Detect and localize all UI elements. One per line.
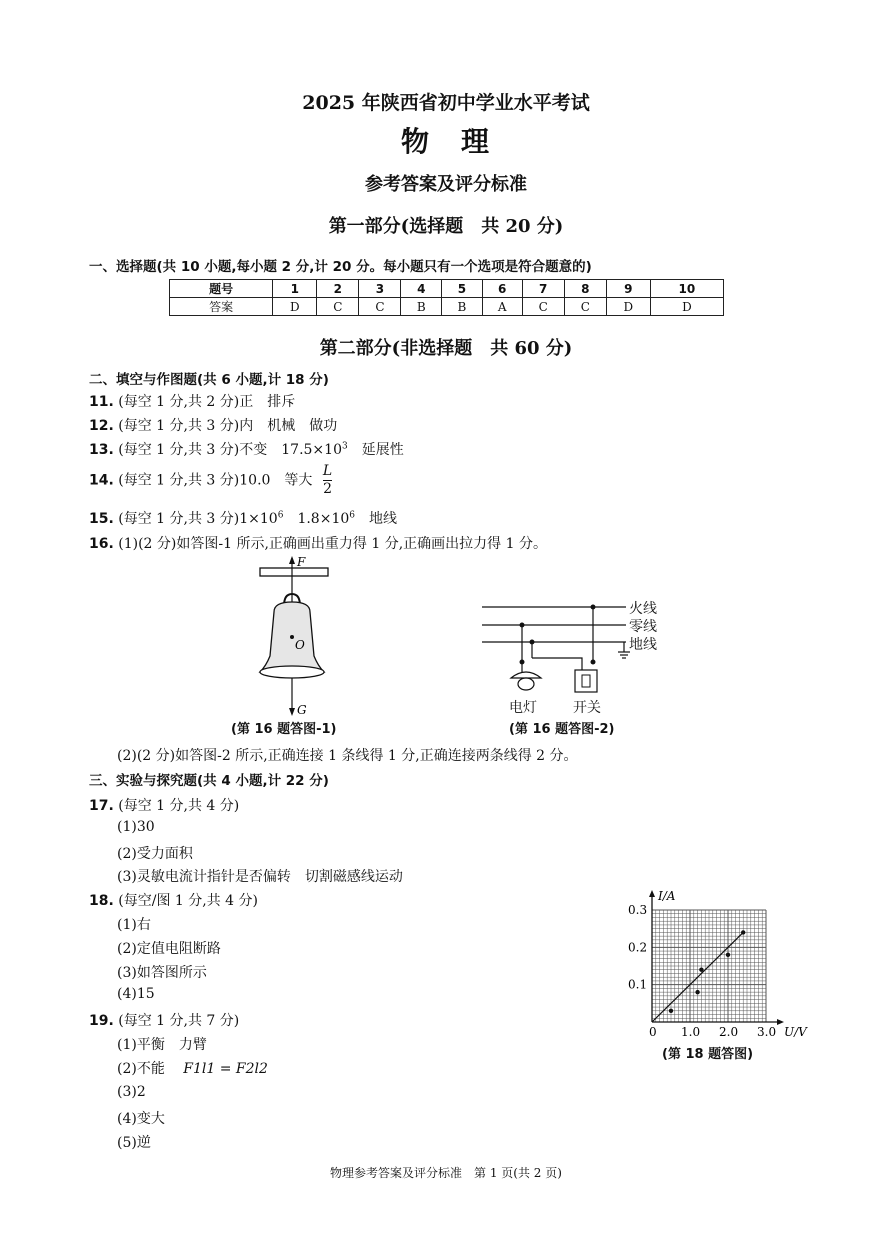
- chart-caption: (第 18 题答图): [662, 1047, 754, 1062]
- table-cell: 3: [359, 280, 401, 298]
- junction: [520, 660, 525, 665]
- y-tick-label: 0.1: [628, 977, 648, 992]
- data-point: [699, 968, 703, 972]
- table-cell: 4: [401, 280, 442, 298]
- data-point: [741, 930, 745, 934]
- answer-18-item: (3)如答图所示: [117, 965, 207, 981]
- answer-18-item: (2)定值电阻断路: [117, 941, 221, 957]
- question-number: 14.: [89, 472, 114, 489]
- question-number: 15.: [89, 511, 114, 527]
- force-g-arrow: [289, 708, 295, 716]
- question-number: 19.: [89, 1013, 114, 1029]
- center-point: [290, 635, 294, 639]
- table-cell: 9: [606, 280, 650, 298]
- table-cell: D: [650, 298, 723, 316]
- answer-16-part1: [89, 533, 547, 553]
- label-neutral: 零线: [629, 619, 657, 635]
- section2-title: 二、填空与作图题(共 6 小题,计 18 分): [89, 372, 329, 388]
- table-cell: B: [442, 298, 483, 316]
- answer-text: (每空 1 分,共 3 分)不变 17.5×10: [118, 442, 342, 458]
- answer-14: [89, 463, 332, 498]
- answer-text: (每空 1 分,共 4 分): [118, 798, 240, 814]
- answer-16-part2: (2)(2 分)如答图-2 所示,正确连接 1 条线得 1 分,正确连接两条线得 2 分。: [117, 748, 578, 764]
- x-axis-label: U/V: [784, 1025, 807, 1039]
- answer-17-item: (1)30: [117, 819, 155, 835]
- x-tick-label: 3.0: [757, 1025, 777, 1039]
- answer-11: [89, 391, 295, 411]
- question-number: 16.: [89, 536, 114, 552]
- table-cell: D: [273, 298, 317, 316]
- label-live: 火线: [629, 601, 657, 617]
- x-axis-arrow: [777, 1019, 784, 1025]
- answer-text: (2)不能: [117, 1061, 165, 1077]
- table-cell: 10: [650, 280, 723, 298]
- table-row-answers: [170, 298, 724, 316]
- figure1-caption: (第 16 题答图-1): [231, 722, 337, 737]
- answer-text: (每空 1 分,共 2 分)正 排斥: [118, 394, 296, 410]
- answer-19-item: (1)平衡 力臂: [117, 1037, 207, 1053]
- label-o: O: [295, 638, 305, 652]
- table-cell: 2: [317, 280, 359, 298]
- bell-figure: [230, 556, 380, 720]
- answer-17-item: (3)灵敏电流计指针是否偏转 切割磁感线运动: [117, 869, 403, 885]
- subject-title: 物 理: [400, 125, 491, 158]
- chart-axes: [628, 890, 784, 1039]
- chart-marks: [652, 930, 745, 1022]
- lamp-switch-wire: [532, 658, 582, 670]
- section3-title: 三、实验与探究题(共 4 小题,计 22 分): [89, 773, 329, 789]
- table-cell: C: [359, 298, 401, 316]
- data-point: [669, 1009, 673, 1013]
- table-cell: 5: [442, 280, 483, 298]
- section1-title: 一、选择题(共 10 小题,每小题 2 分,计 20 分。每小题只有一个选项是符合题意的): [89, 259, 592, 275]
- table-cell: 1: [273, 280, 317, 298]
- page-footer: 物理参考答案及评分标准 第 1 页(共 2 页): [330, 1166, 562, 1180]
- answer-17-item: (2)受力面积: [117, 846, 193, 862]
- table-cell: A: [482, 298, 522, 316]
- question-number: 11.: [89, 394, 114, 410]
- table-label-a: 答案: [170, 298, 273, 316]
- x-tick-label: 2.0: [719, 1025, 739, 1039]
- fraction-numerator: L: [322, 463, 333, 479]
- y-axis-label: I/A: [658, 889, 676, 903]
- answer-12: [89, 415, 337, 435]
- table-label-q: 题号: [170, 280, 273, 298]
- answer-table: [169, 279, 724, 316]
- junction: [520, 623, 525, 628]
- answer-19-item: (3)2: [117, 1084, 146, 1100]
- question-number: 13.: [89, 442, 114, 458]
- lamp-shade: [511, 672, 541, 678]
- data-point: [726, 953, 730, 957]
- answer-17: [89, 795, 239, 815]
- table-cell: 6: [482, 280, 522, 298]
- junction: [591, 605, 596, 610]
- formula: F1l1 = F2l2: [183, 1061, 268, 1077]
- answer-13: [89, 439, 404, 459]
- answer-text: (1)(2 分)如答图-1 所示,正确画出重力得 1 分,正确画出拉力得 1 分。: [118, 536, 547, 552]
- doc-title: 参考答案及评分标准: [365, 174, 527, 195]
- table-cell: 7: [522, 280, 564, 298]
- exponent: 6: [277, 510, 284, 521]
- question-number: 12.: [89, 418, 114, 434]
- answer-15: [89, 508, 397, 528]
- label-f: F: [297, 556, 306, 569]
- answer-text: (每空 1 分,共 3 分)内 机械 做功: [118, 418, 338, 434]
- answer-19-item: (4)变大: [117, 1111, 165, 1127]
- answer-18: [89, 890, 258, 910]
- answer-18-item: (1)右: [117, 917, 151, 933]
- question-number: 17.: [89, 798, 114, 814]
- answer-text: 1.8×10: [283, 511, 350, 527]
- data-point: [695, 990, 699, 994]
- x-tick-label: 0: [649, 1025, 657, 1039]
- figure2-caption: (第 16 题答图-2): [509, 722, 615, 737]
- answer-text: 地线: [355, 511, 397, 527]
- answer-text: 延展性: [347, 442, 404, 458]
- fraction: [323, 463, 332, 498]
- switch-toggle: [582, 675, 590, 687]
- exponent: 6: [349, 510, 355, 521]
- ceiling-beam: [260, 568, 328, 576]
- exponent: 3: [341, 441, 348, 452]
- answer-text: (每空 1 分,共 3 分)1×10: [118, 511, 278, 527]
- answer-text: (每空/图 1 分,共 4 分): [118, 893, 258, 909]
- answer-19-item: [117, 1058, 268, 1078]
- bell-rim: [260, 666, 324, 678]
- table-cell: C: [317, 298, 359, 316]
- table-cell: 8: [564, 280, 606, 298]
- exam-title: 2025 年陕西省初中学业水平考试: [302, 92, 590, 114]
- question-number: 18.: [89, 893, 114, 909]
- label-g: G: [297, 703, 307, 717]
- answer-19: [89, 1010, 239, 1030]
- table-cell: C: [564, 298, 606, 316]
- answer-19-item: (5)逆: [117, 1135, 151, 1151]
- y-tick-label: 0.3: [628, 903, 648, 917]
- label-ground: 地线: [629, 637, 657, 653]
- label-lamp: 电灯: [509, 700, 537, 716]
- table-cell: B: [401, 298, 442, 316]
- answer-18-item: (4)15: [117, 986, 155, 1002]
- table-cell: C: [522, 298, 564, 316]
- label-switch: 开关: [573, 700, 601, 716]
- junction: [591, 660, 596, 665]
- part2-heading: 第二部分(非选择题 共 60 分): [319, 338, 573, 359]
- fraction-denominator: 2: [323, 481, 332, 497]
- iu-chart: [620, 884, 820, 1044]
- answer-text: (每空 1 分,共 3 分)10.0 等大: [118, 472, 313, 489]
- y-axis-arrow: [649, 890, 655, 897]
- table-cell: D: [606, 298, 650, 316]
- x-tick-label: 1.0: [681, 1025, 701, 1039]
- table-row-questions: [170, 280, 724, 298]
- y-tick-label: 0.2: [628, 940, 648, 955]
- part1-heading: 第一部分(选择题 共 20 分): [328, 216, 564, 237]
- answer-text: (每空 1 分,共 7 分): [118, 1013, 240, 1029]
- junction: [530, 640, 535, 645]
- lamp-bulb: [518, 678, 534, 690]
- force-f-arrow: [289, 556, 295, 564]
